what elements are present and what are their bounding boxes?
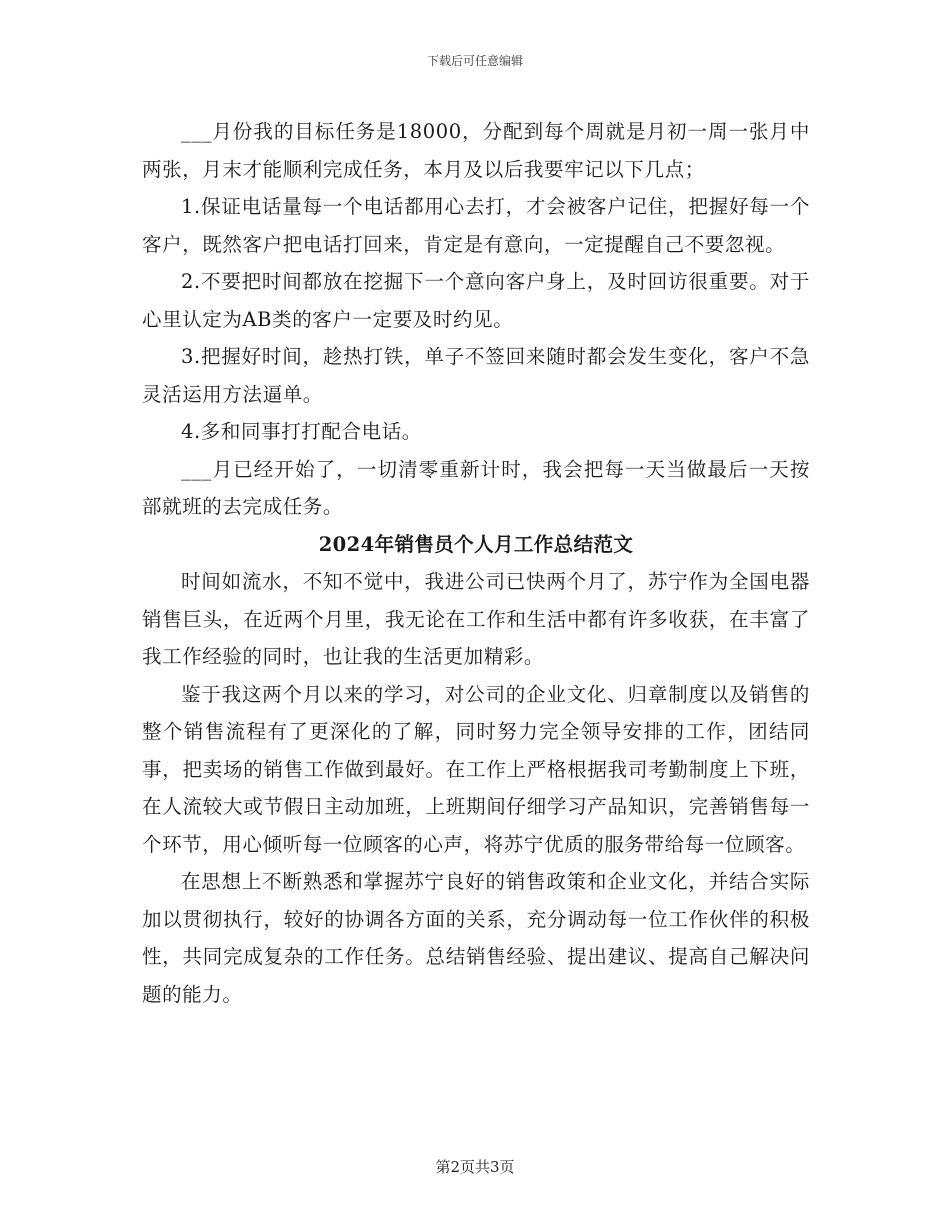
- page-footer: 第2页共3页: [435, 1158, 515, 1176]
- paragraph-learning: 鉴于我这两个月以来的学习，对公司的企业文化、归章制度以及销售的整个销售流程有了更深化的了解，同时努力完全领导安排的工作，团结同事，把卖场的销售工作做到最好。在工作上严格根据我司考勤制度上下班，在人流较大或节假日主动加班，上班期间仔细学习产品知识，完善销售每一个环节，用心倾听每一位顾客的心声，将苏宁优质的服务带给每一位顾客。: [142, 682, 810, 856]
- section-title: 2024年销售员个人月工作总结范文: [318, 532, 634, 556]
- list-item-1: 1.保证电话量每一个电话都用心去打，才会被客户记住，把握好每一个客户，既然客户把电话打回来，肯定是有意向，一定提醒自己不要忽视。: [142, 195, 810, 256]
- list-item-4: 4.多和同事打打配合电话。: [181, 420, 422, 443]
- document-body: [142, 113, 810, 1013]
- list-item-2: 2.不要把时间都放在挖掘下一个意向客户身上，及时回访很重要。对于心里认定为AB类的客户一定要及时约见。: [142, 270, 810, 331]
- paragraph-month-start: ___月已经开始了，一切清零重新计时，我会把每一天当做最后一天按部就班的去完成任务。: [142, 457, 810, 518]
- paragraph-monthly-target: ___月份我的目标任务是18000，分配到每个周就是月初一周一张月中两张，月末才能顺利完成任务，本月及以后我要牢记以下几点；: [142, 120, 810, 181]
- paragraph-thinking: 在思想上不断熟悉和掌握苏宁良好的销售政策和企业文化，并结合实际加以贯彻执行，较好的协调各方面的关系，充分调动每一位工作伙伴的积极性，共同完成复杂的工作任务。总结销售经验、提出建议、提高自己解决问题的能力。: [142, 870, 810, 1006]
- paragraph-intro: 时间如流水，不知不觉中，我进公司已快两个月了，苏宁作为全国电器销售巨头，在近两个月里，我无论在工作和生活中都有许多收获，在丰富了我工作经验的同时，也让我的生活更加精彩。: [142, 570, 810, 668]
- page-header: 下载后可任意编辑: [426, 54, 523, 68]
- list-item-3: 3.把握好时间，趁热打铁，单子不签回来随时都会发生变化，客户不急灵活运用方法逼单。: [142, 345, 810, 406]
